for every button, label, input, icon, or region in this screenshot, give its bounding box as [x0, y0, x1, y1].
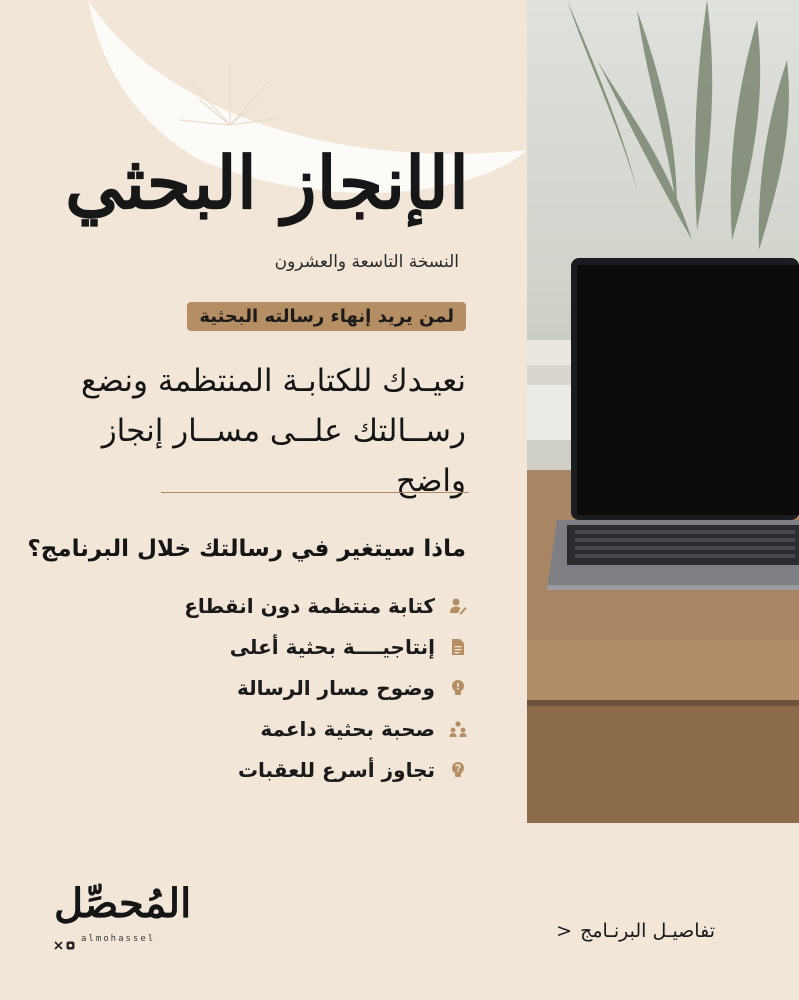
divider [161, 492, 469, 493]
lightbulb-icon [447, 759, 469, 781]
x-icon[interactable] [54, 935, 63, 944]
headline [46, 356, 466, 506]
instagram-icon[interactable] [66, 935, 75, 944]
chevron-left-icon: < [556, 920, 573, 942]
social-handle [54, 934, 155, 944]
program-details-link[interactable] [556, 920, 715, 942]
list-item [109, 585, 469, 626]
lightbulb-icon [447, 677, 469, 699]
list-item [109, 708, 469, 749]
question-heading: ماذا سيتغير في رسالتك خلال البرنامج؟ [27, 536, 466, 562]
benefit-label: تجاوز أسرع للعقبات [237, 757, 435, 782]
list-item [109, 667, 469, 708]
edition-subtitle: النسخة التاسعة والعشرون [274, 252, 459, 272]
brand-logo: المُحصِّل [54, 880, 192, 927]
page-title: الإنجاز البحثي [64, 140, 469, 225]
benefits-list [109, 585, 469, 790]
handle-text: almohassel [81, 934, 156, 944]
tagline-badge: لمن يريد إنهاء رسالته البحثية [187, 302, 466, 331]
details-label: تفاصيـل البرنـامج [580, 920, 715, 942]
headline-line-1: نعيـدك للكتابـة المنتظمة ونضع [80, 363, 466, 399]
benefit-label: صحبة بحثية داعمة [260, 716, 435, 741]
list-item [109, 626, 469, 667]
benefit-label: وضوح مسار الرسالة [236, 675, 435, 700]
benefit-label: كتابة منتظمة دون انقطاع [184, 593, 435, 618]
laptop-photo [527, 0, 799, 823]
user-edit-icon [447, 595, 469, 617]
document-icon [447, 636, 469, 658]
headline-line-2: رســالتك علــى مســار إنجاز واضح [101, 413, 466, 499]
list-item [109, 749, 469, 790]
benefit-label: إنتاجيــــة بحثية أعلى [229, 634, 435, 659]
group-icon [447, 718, 469, 740]
